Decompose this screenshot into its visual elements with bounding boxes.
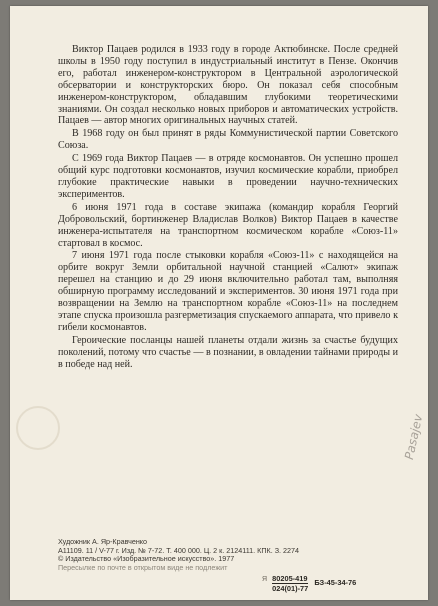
paragraph: 7 июня 1971 года после стыковки корабля «Союз-11» с находящейся на орбите вокруг Земли орбитальной научной станцией «Салют» экипаж перешел на станцию и до 29 июня включительно работал там, выполняя обширную программу исследований и экспериментов. 30 июня 1971 года при возвращении на Землю на транспортном корабле «Союз-11» на последнем этапе спуска произошла разгерметизация спускаемого аппарата, что привело к гибели космонавтов. <box>58 250 398 333</box>
code-fraction <box>272 574 308 593</box>
paragraph: Героические посланцы нашей планеты отдали жизнь за счастье будущих поколений, потому что счастье — в познании, в овладении тайнами природы и в победе над ней. <box>58 334 398 370</box>
paragraph: В 1968 году он был принят в ряды Коммунистической партии Советского Союза. <box>58 128 398 152</box>
biography-text <box>58 44 398 371</box>
imprint-block <box>58 538 398 572</box>
code-prefix: Я <box>262 576 268 583</box>
print-info: А11109. 11 / V-77 г. Изд. № 7-72. Т. 400 000. Ц. 2 к. 2124111. КПК. З. 2274 <box>58 545 300 555</box>
code-right: БЗ-45-34-76 <box>314 578 357 587</box>
catalog-codes <box>262 574 356 593</box>
artist-credit: Художник А. Яр-Кравченко <box>58 537 148 546</box>
paragraph: С 1969 года Виктор Пацаев — в отряде космонавтов. Он успешно прошел общий курс подготовки космонавтов, изучил космические корабли, приобрел глубокие практические навыки в проведении научно-технических экспериментов. <box>58 153 398 200</box>
postal-note: Пересылке по почте в открытом виде не подлежит <box>58 562 228 572</box>
handwritten-note: Pasajev <box>402 412 426 461</box>
paper-stain <box>16 406 60 450</box>
paragraph: Виктор Пацаев родился в 1933 году в городе Актюбинске. После средней школы в 1950 году поступил в индустриальный институт в Пензе. Окончив его, работал инженером-конструктором в Центральной аэрологической обсерватории и конструкторских бюро. Он показал себя способным инженером-конструктором, обладавшим глубокими теоретическими знаниями. Он создал несколько новых приборов и автоматических устройств. Пацаев — автор многих оригинальных научных статей. <box>58 44 398 127</box>
publisher-line: © Издательство «Изобразительное искусство». 1977 <box>58 554 235 564</box>
postcard-back <box>10 6 428 600</box>
code-top: 80205-419 <box>272 574 308 583</box>
code-bottom: 024(01)-77 <box>272 584 309 593</box>
paragraph: 6 июня 1971 года в составе экипажа (командир корабля Георгий Добровольский, бортинженер Владислав Волков) Виктор Пацаев в качестве инженера-испытателя на транспортном космическом корабле «Союз-11» стартовал в космос. <box>58 201 398 249</box>
